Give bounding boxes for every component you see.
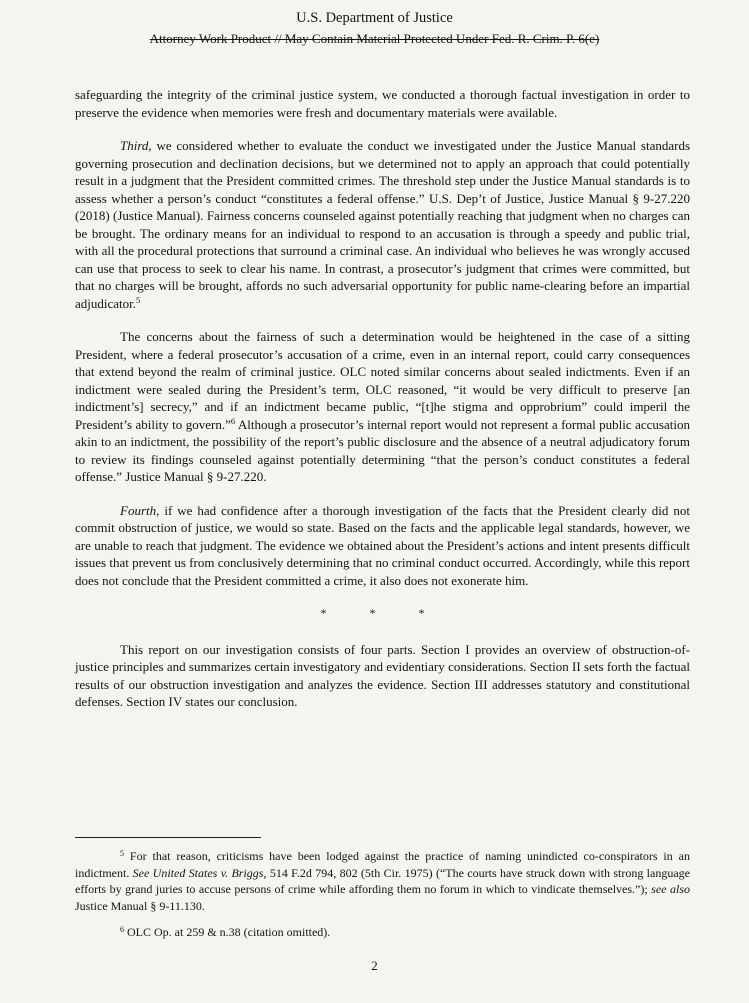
work-product-marking: Attorney Work Product // May Contain Material Protected Under Fed. R. Crim. P. 6(e) [149, 31, 600, 46]
footnote-ref-6: 6 [230, 415, 236, 426]
footnote-5-number: 5 [120, 849, 124, 858]
paragraph-third-text: , we considered whether to evaluate the conduct we investigated under the Justice Manual standards governing prosecution and declination decisions, but we determined not to apply an approach that could potentially result in a judgment that the President committed crimes. The threshold step under the Justice Manual standards is to assess whether a person’s conduct “constitutes a federal offense.” U.S. Dep’t of Justice, Justice Manual § 9-27.220 (2018) (Justice Manual). Fairness concerns counseled against potentially reaching that judgment when no charges can be brought. The ordinary means for an individual to respond to an accusation is through a speedy and public trial, with all the procedural protections that surround a criminal case. An individual who believes he was wrongly accused can use that process to seek to clear his name. In contrast, a prosecutor’s judgment that crimes were committed, but that no charges will be brought, affords no such adversarial opportunity for public name-clearing before an impartial adjudicator. [75, 138, 690, 311]
footnote-6 [75, 924, 690, 941]
footnote-6-text: OLC Op. at 259 & n.38 (citation omitted). [124, 925, 331, 939]
section-separator: * * * [320, 606, 445, 620]
footnote-ref-5: 5 [136, 294, 141, 305]
footnote-5-text-c: Justice Manual § 9-11.130. [75, 898, 205, 913]
footnote-divider [75, 837, 261, 838]
body-text [75, 86, 690, 727]
department-header: U.S. Department of Justice [296, 10, 453, 26]
paragraph-third [75, 137, 690, 312]
footnote-5-see-also: see also [651, 882, 690, 896]
footnote-5-citation: See United States v. Briggs [132, 865, 264, 880]
paragraph-fairness [75, 328, 690, 486]
paragraph-lead-fourth: Fourth [120, 502, 157, 518]
page-number: 2 [371, 958, 378, 973]
footnote-5-text-a: For that reason, criticisms have been lodged against the practice of naming unindicted co-conspirators in an indictment. [75, 849, 690, 880]
paragraph-fourth [75, 502, 690, 590]
paragraph-continuation: safeguarding the integrity of the criminal justice system, we conducted a thorough factual investigation in order to preserve the evidence when memories were fresh and documentary materials were available. [75, 87, 690, 120]
paragraph-report-structure: This report on our investigation consists of four parts. Section I provides an overview of obstruction-of-justice principles and summarizes certain investigatory and evidentiary considerations. Section II sets forth the factual results of our obstruction investigation and analyzes the evidence. Section III addresses statutory and constitutional defenses. Section IV states our conclusion. [75, 641, 690, 709]
paragraph-fourth-text: , if we had confidence after a thorough investigation of the facts that the President clearly did not commit obstruction of justice, we would so state. Based on the facts and the applicable legal standards, however, we are unable to reach that judgment. The evidence we obtained about the President’s actions and intent presents difficult issues that prevent us from conclusively determining that no criminal conduct occurred. Accordingly, while this report does not conclude that the President committed a crime, it also does not exonerate him. [75, 502, 690, 588]
footnote-5 [75, 848, 690, 914]
paragraph-fairness-text-a: The concerns about the fairness of such a determination would be heightened in the case of a sitting President, where a federal prosecutor’s accusation of a crime, even in an internal report, could carry consequences that extend beyond the realm of criminal justice. OLC noted similar concerns about sealed indictments. Even if an indictment were sealed during the President’s term, OLC reasoned, “it would be very difficult to preserve [an indictment’s] secrecy,” and if an indictment became public, “[t]he stigma and opprobrium” could imperil the President’s ability to govern.” [75, 329, 690, 432]
footnote-5-text-b: , 514 F.2d 794, 802 (5th Cir. 1975) (“The courts have struck down with strong language efforts by grand juries to accuse persons of crime while affording them no forum in which to vindicate themselves.”); [75, 865, 690, 896]
paragraph-lead-third: Third [120, 138, 149, 153]
footnote-6-number: 6 [120, 925, 124, 934]
footnotes [75, 848, 690, 951]
paragraph-fairness-text-b: Although a prosecutor’s internal report would not represent a formal public accusation akin to an indictment, the possibility of the report’s public disclosure and the absence of a neutral adjudicatory forum to review its findings counseled against potentially determining “that the person’s conduct constitutes a federal offense.” Justice Manual § 9-27.220. [75, 416, 690, 484]
